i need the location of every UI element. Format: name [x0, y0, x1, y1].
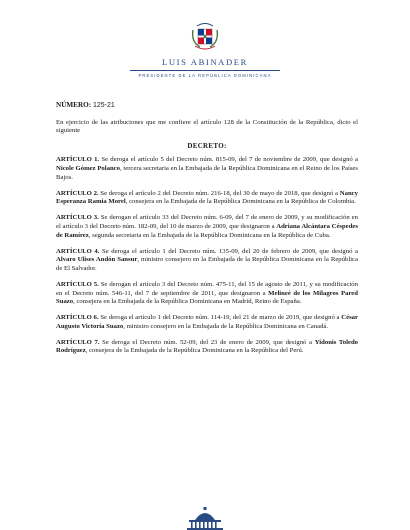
article-7: ARTÍCULO 7. Se deroga el Decreto núm. 52-09, del 23 de enero de 2009, que designó a Yidonis Toledo Rodríguez, consejera de la Embajada de la República Dominicana en la República del Perú. [56, 338, 359, 355]
national-palace-icon [183, 506, 227, 530]
article-1: ARTÍCULO 1. Se deroga el artículo 5 del Decreto núm. 815-09, del 7 de noviembre de 2009, que designó a Nicole Gómez Polanco, tercera secretaria en la Embajada de la República Dominicana en el Reino de los Países Bajos. [56, 156, 359, 181]
designee-name: Adriana Alcántara Céspedes de Ramírez [56, 222, 358, 239]
president-title: PRESIDENTE DE LA REPÚBLICA DOMINICANA [138, 73, 272, 78]
article-label: ARTÍCULO 1. [56, 156, 100, 164]
designee-name: César Augusto Victoria Suazo [56, 314, 358, 330]
letterhead [0, 22, 410, 78]
article-label: ARTÍCULO 6. [56, 314, 99, 322]
article-4: ARTÍCULO 4. Se deroga el artículo 1 del Decreto núm. 135-09, del 20 de febrero de 2009, que designó a Alvaro Ulises Andón Sansur, ministro consejero en la Embajada de la República Dominicana en la República de El Salvador. [56, 247, 359, 272]
decree-number-label: NÚMERO: [56, 101, 92, 109]
decree-number [56, 101, 358, 111]
designee-name: Nicole Gómez Polanco [56, 164, 120, 172]
article-3: ARTÍCULO 3. Se derogan el artículo 33 del Decreto núm. 6-09, del 7 de enero de 2009, y su modificación en el artículo 3 del Decreto núm. 182-09, del 10 de marzo de 2009, que designaron a Adriana Alcántara Céspedes de Ramírez, segunda secretaria en la Embajada de la República Dominicana en la República de Cuba. [56, 214, 358, 239]
decreto-heading: DECRETO: [187, 141, 227, 150]
decree-number-value: 125-21 [92, 102, 115, 109]
designee-name: Nancy Esperanza Ramia Morel [56, 189, 358, 206]
article-2: ARTÍCULO 2. Se deroga el artículo 2 del Decreto núm. 216-18, del 30 de mayo de 2018, que designó a Nancy Esperanza Ramia Morel, consejera en la Embajada de la República Dominicana en la República de Colombia. [56, 189, 358, 206]
article-label: ARTÍCULO 7. [56, 338, 100, 346]
article-label: ARTÍCULO 2. [56, 189, 99, 197]
coat-of-arms-icon [188, 22, 222, 52]
article-label: ARTÍCULO 3. [56, 214, 99, 222]
article-label: ARTÍCULO 4. [56, 247, 100, 255]
designee-name: Alvaro Ulises Andón Sansur [56, 256, 138, 264]
article-5: ARTÍCULO 5. Se derogan el artículo 3 del Decreto núm. 475-11, del 15 de agosto de 2011, y su modificación en el Decreto núm. 546-11, del 7 de septiembre de 2011, que designaron a Melineé de los Milagros Pared Suazo, consejera en la Embajada de la República Dominicana en Madrid, Reino de España. [56, 280, 358, 306]
article-6: ARTÍCULO 6. Se deroga el artículo 1 del Decreto núm. 114-19, del 21 de marzo de 2019, que designó a César Augusto Victoria Suazo, ministro consejero en la Embajada de la República Dominicana en Canadá. [56, 314, 358, 330]
header-divider [130, 70, 280, 71]
article-label: ARTÍCULO 5. [56, 280, 99, 288]
decree-body [56, 101, 358, 364]
designee-name: Yidonis Toledo Rodríguez [56, 338, 359, 355]
designee-name: Melineé de los Milagros Pared Suazo [56, 289, 358, 306]
intro-paragraph: En ejercicio de las atribuciones que me confiere el artículo 128 de la Constitución de la República, dicto el siguiente [56, 118, 358, 135]
president-name: LUIS ABINADER [162, 57, 248, 67]
